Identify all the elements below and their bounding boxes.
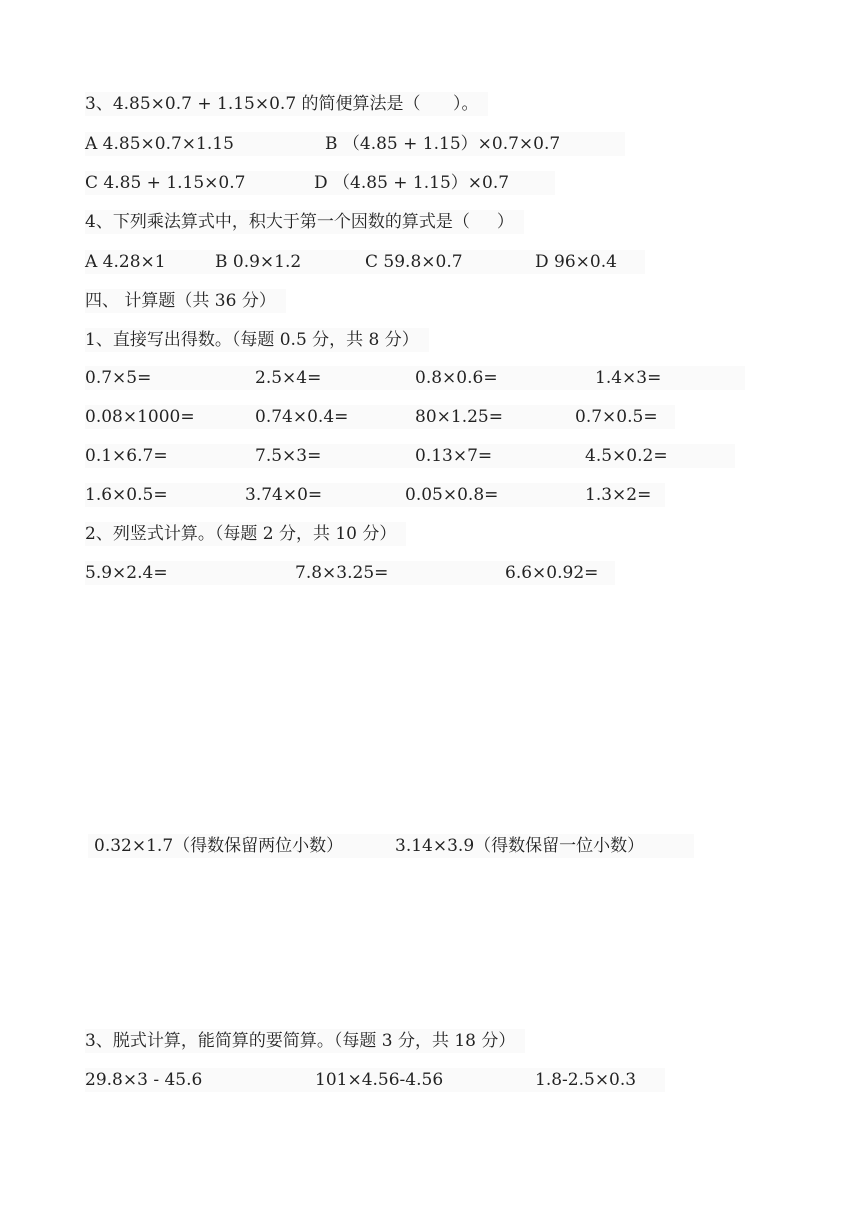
oral-calc-item: 7.5×3=	[255, 446, 322, 466]
question-3-options-cd	[85, 171, 555, 195]
vertical-calc-item: 3.14×3.9（得数保留一位小数）	[395, 836, 645, 856]
oral-calc-row	[85, 366, 745, 390]
option-c: C 4.85 + 1.15×0.7	[85, 173, 246, 193]
option-a: A 4.85×0.7×1.15	[85, 134, 234, 154]
part-3-title: 3、脱式计算，能简算的要简算。（每题 3 分，共 18 分）	[85, 1029, 525, 1053]
vertical-calc-item: 0.32×1.7（得数保留两位小数）	[94, 836, 344, 856]
option-a: A 4.28×1	[85, 252, 166, 272]
oral-calc-item: 0.7×5=	[85, 368, 152, 388]
question-4-stem: 4、下列乘法算式中，积大于第一个因数的算式是（ ）	[85, 210, 524, 234]
oral-calc-item: 0.8×0.6=	[415, 368, 498, 388]
oral-calc-row	[85, 483, 665, 507]
oral-calc-item: 0.08×1000=	[85, 407, 195, 427]
step-calc-item: 1.8-2.5×0.3	[535, 1070, 637, 1090]
question-3-stem: 3、4.85×0.7 + 1.15×0.7 的简便算法是（ ）。	[85, 92, 488, 116]
oral-calc-item: 2.5×4=	[255, 368, 322, 388]
option-c: C 59.8×0.7	[365, 252, 463, 272]
oral-calc-item: 0.13×7=	[415, 446, 493, 466]
section-heading: 四、 计算题（共 36 分）	[85, 289, 286, 313]
oral-calc-item: 4.5×0.2=	[585, 446, 668, 466]
oral-calc-item: 0.1×6.7=	[85, 446, 168, 466]
oral-calc-item: 1.4×3=	[595, 368, 662, 388]
step-calc-item: 101×4.56-4.56	[315, 1070, 444, 1090]
question-3-options-ab	[85, 132, 625, 156]
vertical-calc-item: 6.6×0.92=	[505, 563, 599, 583]
oral-calc-item: 1.6×0.5=	[85, 485, 168, 505]
oral-calc-item: 80×1.25=	[415, 407, 503, 427]
part-2-title: 2、列竖式计算。（每题 2 分，共 10 分）	[85, 522, 406, 546]
oral-calc-item: 3.74×0=	[245, 485, 323, 505]
part-1-title: 1、直接写出得数。（每题 0.5 分，共 8 分）	[85, 328, 429, 352]
oral-calc-item: 1.3×2=	[585, 485, 652, 505]
oral-calc-item: 0.74×0.4=	[255, 407, 349, 427]
option-d: D 96×0.4	[535, 252, 617, 272]
oral-calc-row	[85, 405, 675, 429]
option-d: D （4.85 + 1.15）×0.7	[314, 173, 510, 193]
step-calc-row	[85, 1068, 665, 1092]
oral-calc-row	[85, 444, 735, 468]
step-calc-item: 29.8×3 - 45.6	[85, 1070, 203, 1090]
question-4-options	[85, 250, 645, 274]
oral-calc-item: 0.05×0.8=	[405, 485, 499, 505]
vertical-calc-item: 7.8×3.25=	[295, 563, 389, 583]
vertical-calc-row	[88, 834, 694, 858]
vertical-calc-item: 5.9×2.4=	[85, 563, 168, 583]
option-b: B 0.9×1.2	[215, 252, 302, 272]
oral-calc-item: 0.7×0.5=	[575, 407, 658, 427]
option-b: B （4.85 + 1.15）×0.7×0.7	[325, 134, 561, 154]
vertical-calc-row	[85, 561, 615, 585]
